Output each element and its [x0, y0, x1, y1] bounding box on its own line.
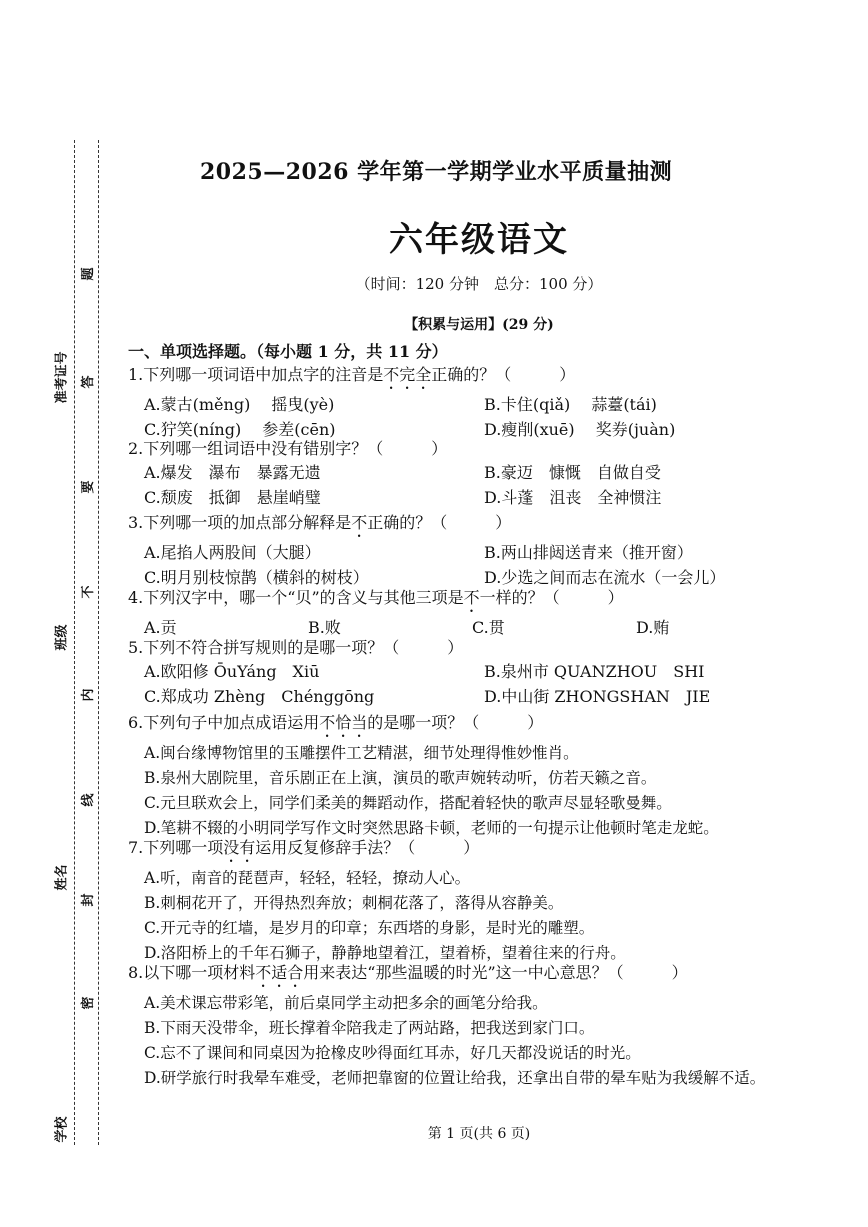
option-a[interactable]: A.欧阳修 ŌuYáng Xiū: [144, 662, 320, 681]
question-stem: 6.下列句子中加点成语运用不恰当的是哪一项？（ ）: [128, 713, 544, 732]
question-stem: 3.下列哪一项的加点部分解释是不正确的？（ ）: [128, 513, 512, 532]
option-b[interactable]: B.败: [308, 618, 341, 637]
option-d[interactable]: D.少选之间而志在流水（一会儿）: [484, 567, 726, 587]
option-a[interactable]: A.蒙古(měng) 摇曳(yè): [144, 395, 335, 414]
option-a[interactable]: A.美术课忘带彩笔，前后桌同学主动把多余的画笔分给我。: [144, 994, 548, 1012]
option-c[interactable]: C.贯: [472, 618, 505, 637]
option-c[interactable]: C.元旦联欢会上，同学们柔美的舞蹈动作，搭配着轻快的歌声尽显轻歌曼舞。: [144, 794, 672, 812]
question-stem: 1.下列哪一项词语中加点字的注音是不完全正确的？（ ）: [128, 365, 576, 384]
option-a[interactable]: A.贡: [144, 618, 177, 637]
option-b[interactable]: B.泉州市 QUANZHOU SHI: [484, 662, 705, 681]
seal-char-4: 不: [81, 585, 96, 599]
option-b[interactable]: B.下雨天没带伞，班长撑着伞陪我走了两站路，把我送到家门口。: [144, 1019, 595, 1037]
option-b[interactable]: B.卡住(qiǎ) 蒜薹(tái): [484, 395, 657, 414]
question-stem: 5.下列不符合拼写规则的是哪一项？（ ）: [128, 638, 464, 657]
option-b[interactable]: B.泉州大剧院里，音乐剧正在上演，演员的歌声婉转动听，仿若天籁之音。: [144, 769, 657, 787]
option-d[interactable]: D.笔耕不辍的小明同学写作文时突然思路卡顿，老师的一句提示让他顿时笔走龙蛇。: [144, 819, 719, 837]
question-stem: 4.下列汉字中，哪一个“贝”的含义与其他三项是不一样的？（ ）: [128, 588, 624, 607]
part1-heading: 一、单项选择题。（每小题 1 分，共 11 分）: [128, 342, 448, 361]
binding-margin: [0, 0, 110, 1227]
seal-char-1: 题: [81, 267, 96, 281]
class-label: 班级: [54, 624, 70, 651]
subject-title: 六年级语文: [389, 220, 569, 260]
exam-info: （时间：120 分钟 总分：100 分）: [355, 275, 603, 293]
question-2: [128, 437, 828, 510]
option-d[interactable]: D.研学旅行时我晕车难受，老师把靠窗的位置让给我，还拿出自带的晕车贴为我缓解不适。: [144, 1069, 766, 1087]
question-1: [128, 363, 828, 442]
seal-char-2: 答: [81, 375, 96, 389]
option-b[interactable]: B.豪迈 慷慨 自做自受: [484, 463, 661, 482]
seal-char-8: 密: [81, 996, 96, 1010]
question-6: [128, 711, 828, 841]
option-a[interactable]: A.尾掐人两股间（大腿）: [144, 543, 321, 562]
option-a[interactable]: A.闽台缘博物馆里的玉雕摆件工艺精湛，细节处理得惟妙惟肖。: [144, 744, 579, 762]
option-d[interactable]: D.斗蓬 沮丧 全神惯注: [484, 487, 662, 507]
option-b[interactable]: B.两山排闼送青来（推开窗）: [484, 543, 693, 562]
option-d[interactable]: D.贿: [636, 618, 670, 637]
option-b[interactable]: B.刺桐花开了，开得热烈奔放；刺桐花落了，落得从容静美。: [144, 894, 564, 912]
name-label: 姓名: [54, 864, 70, 891]
seal-char-7: 封: [81, 893, 96, 907]
option-c[interactable]: C.郑成功 Zhèng Chénggōng: [144, 686, 375, 706]
seal-char-5: 内: [81, 688, 96, 702]
option-a[interactable]: A.爆发 瀑布 暴露无遗: [144, 463, 321, 482]
question-4: [128, 586, 828, 641]
seal-char-3: 要: [81, 480, 96, 494]
option-c[interactable]: C.颓废 抵御 悬崖峭璧: [144, 487, 321, 507]
question-stem: 2.下列哪一组词语中没有错别字？（ ）: [128, 439, 448, 458]
question-3: [128, 511, 828, 590]
question-stem: 7.下列哪一项没有运用反复修辞手法？（ ）: [128, 838, 480, 857]
seal-char-6: 线: [81, 793, 96, 807]
exam-title: 2025—2026 学年第一学期学业水平质量抽测: [200, 159, 673, 185]
school-label: 学校: [54, 1116, 70, 1143]
section-heading: 【积累与运用】(29 分): [404, 317, 554, 333]
option-c[interactable]: C.开元寺的红墙，是岁月的印章；东西塔的身影，是时光的雕塑。: [144, 919, 595, 937]
question-8: [128, 961, 828, 1090]
admission-no-label: 准考证号: [54, 351, 70, 404]
option-a[interactable]: A.听，南音的琵琶声，轻轻，轻轻，撩动人心。: [144, 869, 471, 887]
question-7: [128, 836, 828, 966]
option-d[interactable]: D.瘦削(xuē) 奖券(juàn): [484, 419, 676, 439]
question-5: [128, 636, 828, 709]
page-number: 第 1 页(共 6 页): [427, 1126, 531, 1142]
option-c[interactable]: C.明月别枝惊鹊（横斜的树枝）: [144, 567, 369, 587]
question-stem: 8.以下哪一项材料不适合用来表达“那些温暖的时光”这一中心意思？（ ）: [128, 963, 688, 982]
option-d[interactable]: D.洛阳桥上的千年石狮子，静静地望着江，望着桥，望着往来的行舟。: [144, 944, 626, 962]
option-d[interactable]: D.中山街 ZHONGSHAN JIE: [484, 686, 711, 706]
option-c[interactable]: C.狞笑(níng) 参差(cēn): [144, 419, 336, 439]
option-c[interactable]: C.忘不了课间和同桌因为抢橡皮吵得面红耳赤，好几天都没说话的时光。: [144, 1044, 641, 1062]
